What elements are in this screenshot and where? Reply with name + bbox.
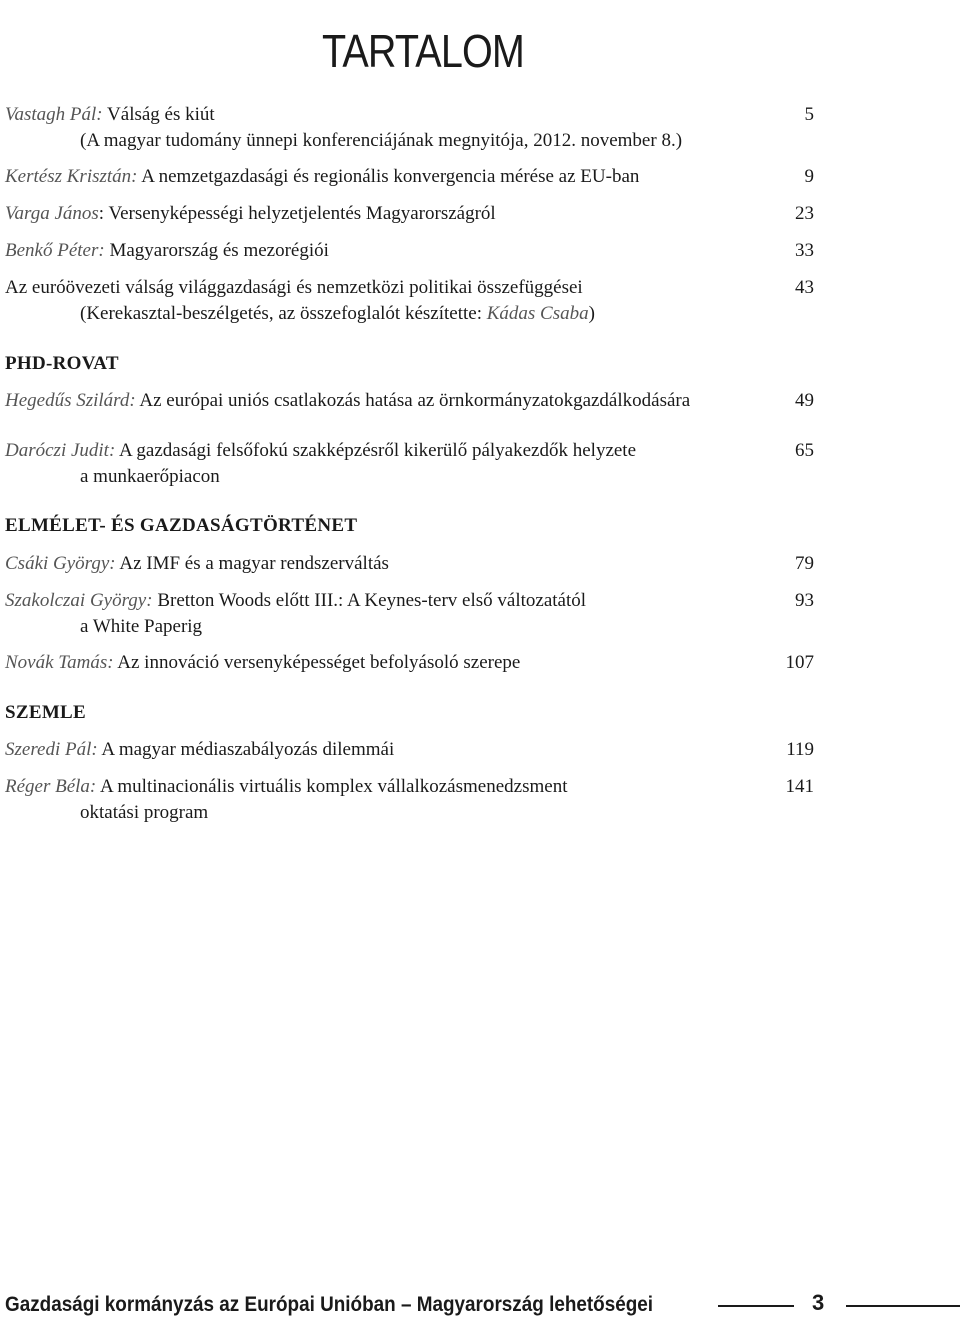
toc-entry-csaki[interactable] — [5, 553, 389, 575]
toc-entry-daroczi[interactable] — [5, 440, 636, 462]
footer-title: Gazdasági kormányzás az Európai Unióban – Magyarország lehetőségei — [5, 1293, 654, 1316]
entry-subtitle: oktatási program — [80, 802, 209, 823]
entry-page-number: 79 — [795, 553, 814, 574]
entry-title: Az euróövezeti válság világgazdasági és nemzetközi politikai összefüggései — [5, 277, 583, 298]
entry-subtitle: a munkaerőpiacon — [80, 466, 220, 487]
entry-author: Hegedűs Szilárd: — [5, 390, 136, 411]
entry-subtitle: a White Paperig — [80, 616, 203, 637]
entry-page-number: 119 — [786, 739, 814, 760]
entry-page-number: 33 — [795, 240, 814, 261]
footer-page-number: 3 — [812, 1290, 825, 1315]
subtitle-author: Kádas Csaba — [486, 303, 589, 324]
entry-title: A multinacionális virtuális komplex vállalkozásmenedzsment — [96, 776, 568, 797]
entry-page-number: 43 — [795, 277, 814, 298]
entry-page-number: 9 — [804, 166, 814, 187]
entry-author: Daróczi Judit: — [5, 440, 116, 461]
section-heading-szemle: SZEMLE — [5, 702, 86, 723]
toc-entry-szeredi[interactable] — [5, 739, 394, 761]
entry-page-number: 141 — [785, 776, 814, 797]
entry-title: Válság és kiút — [102, 104, 215, 125]
section-heading-phd: PHD-ROVAT — [5, 353, 119, 374]
entry-page-number: 93 — [795, 590, 814, 611]
section-heading-elmelet: ELMÉLET- ÉS GAZDASÁGTÖRTÉNET — [5, 515, 358, 536]
entry-page-number: 49 — [795, 390, 814, 411]
entry-title: A magyar médiaszabályozás dilemmái — [97, 739, 395, 760]
entry-title: Bretton Woods előtt III.: A Keynes-terv első változatától — [152, 590, 587, 611]
entry-title: Magyarország és mezorégiói — [104, 240, 329, 261]
page-title: TARTALOM — [322, 24, 524, 77]
toc-entry-benko[interactable] — [5, 240, 329, 262]
entry-author: Szakolczai György: — [5, 590, 153, 611]
toc-entry-kerekasztal[interactable] — [5, 277, 583, 299]
entry-page-number: 23 — [795, 203, 814, 224]
entry-title: A nemzetgazdasági és regionális konvergencia mérése az EU-ban — [137, 166, 640, 187]
toc-entry-kertesz[interactable] — [5, 166, 639, 188]
entry-page-number: 5 — [804, 104, 814, 125]
entry-author: Szeredi Pál: — [5, 739, 98, 760]
entry-page-number: 65 — [795, 440, 814, 461]
entry-subtitle — [80, 303, 595, 325]
entry-author: Vastagh Pál: — [5, 104, 103, 125]
entry-author: Benkő Péter: — [5, 240, 105, 261]
entry-title: A gazdasági felsőfokú szakképzésről kikerülő pályakezdők helyzete — [115, 440, 637, 461]
entry-title: : Versenyképességi helyzetjelentés Magyarországról — [98, 203, 496, 224]
toc-entry-novak[interactable] — [5, 652, 520, 674]
entry-author: Kertész Krisztán: — [5, 166, 138, 187]
entry-subtitle: (A magyar tudomány ünnepi konferenciájának megnyitója, 2012. november 8.) — [80, 130, 683, 151]
toc-entry-reger[interactable] — [5, 776, 567, 798]
subtitle-text: (Kerekasztal-beszélgetés, az összefoglalót készítette: — [80, 303, 487, 324]
entry-author: Csáki György: — [5, 553, 116, 574]
entry-title: Az IMF és a magyar rendszerváltás — [115, 553, 389, 574]
entry-author: Réger Béla: — [5, 776, 97, 797]
toc-entry-vastagh[interactable] — [5, 104, 215, 126]
footer-divider — [846, 1305, 960, 1307]
entry-title: Az európai uniós csatlakozás hatása az örnkormányzatokgazdálkodására — [135, 390, 691, 411]
entry-title: Az innováció versenyképességet befolyásoló szerepe — [113, 652, 521, 673]
toc-entry-varga[interactable] — [5, 203, 496, 225]
toc-entry-szakolczai[interactable] — [5, 590, 586, 612]
entry-author: Novák Tamás: — [5, 652, 114, 673]
toc-entry-hegedus[interactable] — [5, 390, 690, 412]
subtitle-text: ) — [588, 303, 595, 324]
footer-divider — [718, 1305, 794, 1307]
entry-page-number: 107 — [785, 652, 814, 673]
entry-author: Varga János — [5, 203, 99, 224]
